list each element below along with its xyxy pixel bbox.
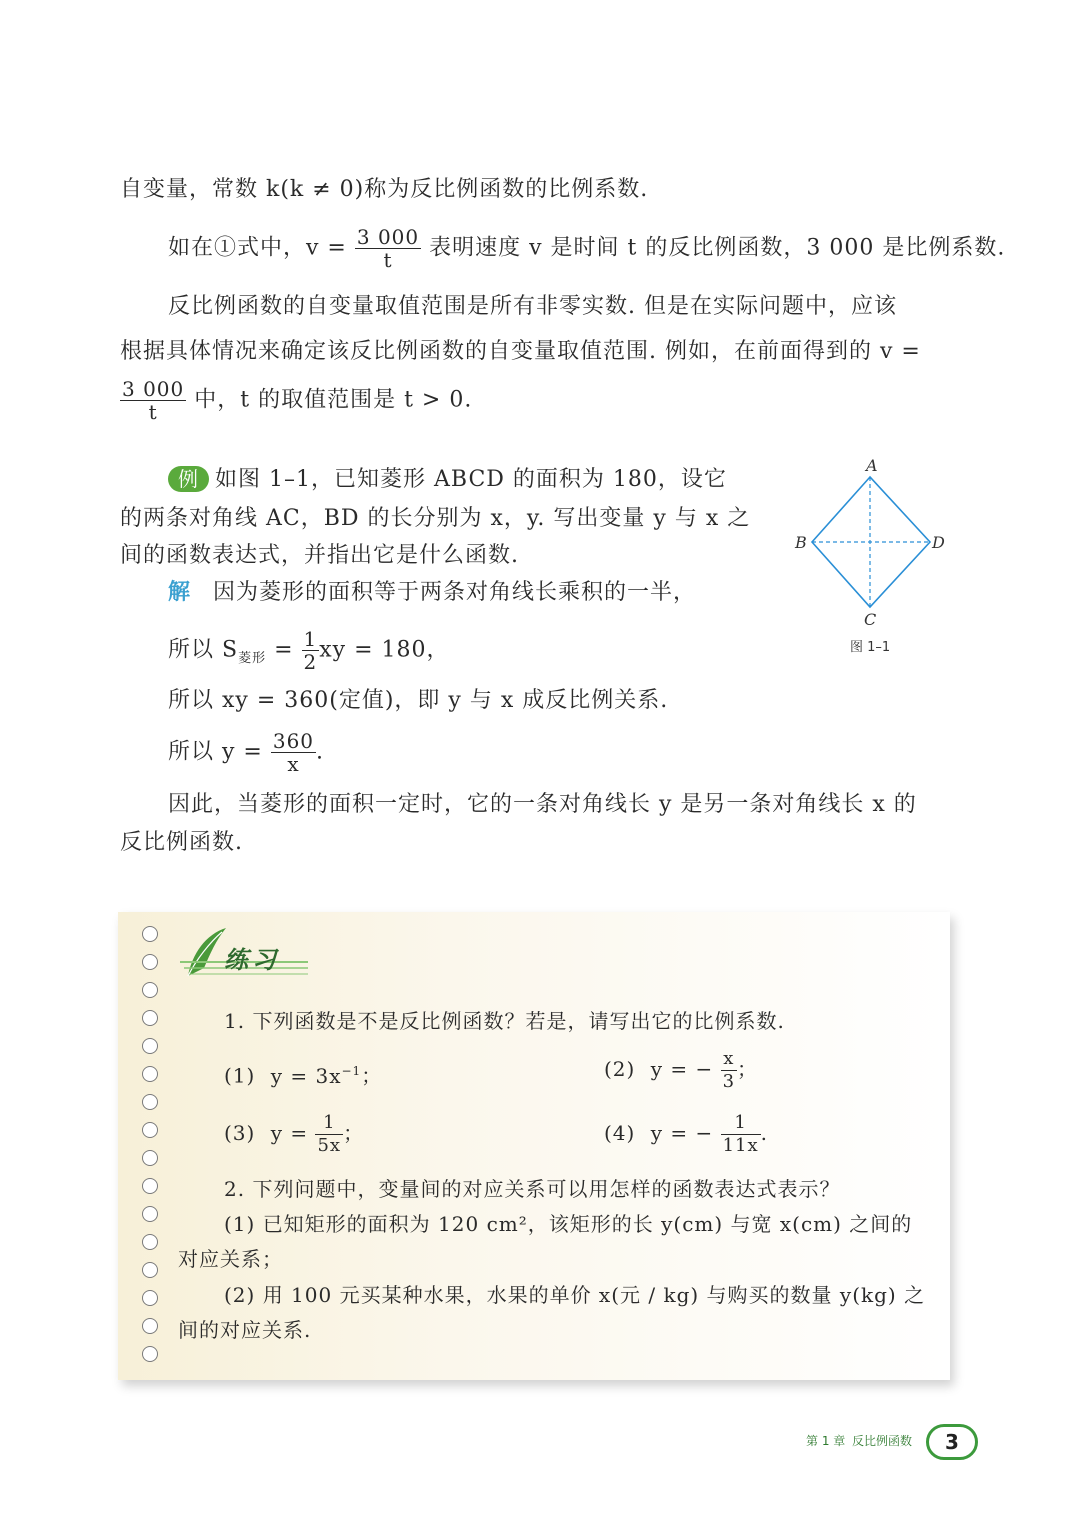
footer-chapter-title: 反比例函数	[852, 1434, 913, 1448]
fraction-numerator: x	[721, 1048, 737, 1071]
exercise-title: 练习	[224, 946, 280, 974]
question-1-item-3	[224, 1112, 364, 1157]
question-2-item-2-line1: (2) 用 100 元买某种水果，水果的单价 x(元 / kg) 与购买的数量 y(kg) 之	[224, 1283, 926, 1307]
paragraph-definition: 自变量，常数 k(k ≠ 0)称为反比例函数的比例系数.	[120, 177, 649, 202]
para2-suffix: 表明速度 v 是时间 t 的反比例函数，3 000 是比例系数.	[429, 235, 1006, 261]
example-line2: 的两条对角线 AC，BD 的长分别为 x，y. 写出变量 y 与 x 之	[120, 506, 751, 531]
solution-s-subscript: 菱形	[238, 650, 267, 666]
fraction-360-over-x	[271, 730, 316, 775]
item-label: (3)	[224, 1121, 256, 1145]
solution-line3: 所以 xy = 360(定值)，即 y 与 x 成反比例关系.	[168, 688, 669, 713]
fraction-numerator: 360	[272, 729, 315, 753]
vertex-c-label: C	[864, 610, 877, 629]
paragraph-domain-line1: 反比例函数的自变量取值范围是所有非零实数. 但是在实际问题中，应该	[168, 294, 897, 319]
question-1-item-4	[604, 1112, 768, 1157]
ring	[142, 954, 158, 970]
fraction-numerator: 3 000	[122, 377, 185, 401]
fraction-half	[302, 628, 320, 673]
fraction-denominator: x	[287, 752, 300, 776]
ring	[142, 1318, 158, 1334]
para2-prefix: 如在①式中，v =	[168, 235, 347, 261]
para3-suffix: 中，t 的取值范围是 t > 0.	[194, 387, 473, 413]
solution-line2	[168, 628, 450, 674]
solution-label: 解	[168, 580, 192, 605]
item-end: ；	[343, 1121, 365, 1145]
fraction-denominator: t	[383, 248, 393, 272]
fraction-denominator: 11x	[722, 1135, 759, 1156]
question-2: 2. 下列问题中，变量间的对应关系可以用怎样的函数表达式表示？	[224, 1177, 841, 1201]
ring	[142, 982, 158, 998]
fraction-numerator: 1	[721, 1112, 761, 1135]
fraction-denominator: 3	[722, 1071, 736, 1092]
ring	[142, 1094, 158, 1110]
ring	[142, 1150, 158, 1166]
paragraph-domain-line2: 根据具体情况来确定该反比例函数的自变量取值范围. 例如，在前面得到的 v =	[120, 339, 921, 364]
example-line3: 间的函数表达式，并指出它是什么函数.	[120, 543, 519, 568]
item-label: (2)	[604, 1057, 636, 1081]
solution-y-suffix: .	[316, 739, 325, 765]
fraction-denominator: 2	[303, 650, 318, 674]
fraction-denominator: 5x	[317, 1135, 342, 1156]
ring	[142, 1122, 158, 1138]
fraction-3000-over-t	[355, 226, 421, 271]
solution-y-prefix: 所以 y =	[168, 739, 263, 765]
question-2-item-1-line2: 对应关系；	[178, 1247, 283, 1271]
item-label: (1)	[224, 1063, 256, 1088]
footer-chapter: 第 1 章	[806, 1434, 846, 1448]
solution-s-prefix: 所以 S	[168, 637, 239, 663]
item-end: ；	[737, 1057, 759, 1081]
item-end: ；	[361, 1063, 383, 1088]
paragraph-example-formula	[168, 226, 1005, 271]
example-line1	[168, 465, 727, 495]
solution-line4	[168, 730, 324, 775]
fraction-denominator: t	[148, 400, 158, 424]
ring	[142, 1206, 158, 1222]
rhombus-figure	[790, 455, 950, 655]
solution-line6: 反比例函数.	[120, 830, 243, 855]
paragraph-domain-line3	[120, 378, 472, 423]
ring	[142, 1346, 158, 1362]
item-label: (4)	[604, 1121, 636, 1145]
fraction-x-over-3	[721, 1048, 737, 1093]
solution-text1: 因为菱形的面积等于两条对角线长乘积的一半，	[213, 580, 697, 605]
ring	[142, 1066, 158, 1082]
example-badge: 例	[168, 466, 209, 492]
ring	[142, 1178, 158, 1194]
question-1-item-2	[604, 1048, 758, 1093]
vertex-a-label: A	[866, 456, 878, 475]
item-prefix: y =	[270, 1121, 309, 1145]
question-2-item-2-line2: 间的对应关系.	[178, 1318, 312, 1342]
item-prefix: y = −	[650, 1121, 714, 1145]
fraction-numerator: 3 000	[356, 225, 420, 249]
vertex-b-label: B	[795, 533, 807, 552]
fraction-numerator: 1	[303, 627, 318, 651]
solution-line5: 因此，当菱形的面积一定时，它的一条对角线长 y 是另一条对角线长 x 的	[168, 792, 917, 817]
ring	[142, 1010, 158, 1026]
fraction-1-over-11x	[721, 1112, 761, 1157]
vertex-d-label: D	[932, 533, 945, 552]
example-text1: 如图 1–1，已知菱形 ABCD 的面积为 180，设它	[215, 467, 727, 492]
ring	[142, 926, 158, 942]
solution-line1	[168, 578, 696, 608]
ring	[142, 1038, 158, 1054]
item-expr: y = 3x	[270, 1063, 342, 1088]
question-1-item-1	[224, 1056, 382, 1091]
fraction-3000-over-t-2	[120, 378, 186, 423]
figure-caption: 图 1–1	[850, 640, 891, 655]
fraction-numerator: 1	[315, 1112, 343, 1135]
solution-equals: =	[274, 637, 294, 663]
item-exponent: −1	[341, 1064, 362, 1078]
page-number: 3	[926, 1424, 978, 1460]
ring	[142, 1290, 158, 1306]
question-1: 1. 下列函数是不是反比例函数？若是，请写出它的比例系数.	[224, 1009, 785, 1033]
question-2-item-1-line1: (1) 已知矩形的面积为 120 cm²，该矩形的长 y(cm) 与宽 x(cm) 之间的	[224, 1212, 913, 1236]
solution-area-suffix: xy = 180，	[319, 637, 450, 663]
item-end: .	[760, 1121, 769, 1145]
fraction-1-over-5x	[315, 1112, 343, 1157]
ring	[142, 1234, 158, 1250]
ring	[142, 1262, 158, 1278]
item-prefix: y = −	[650, 1057, 714, 1081]
